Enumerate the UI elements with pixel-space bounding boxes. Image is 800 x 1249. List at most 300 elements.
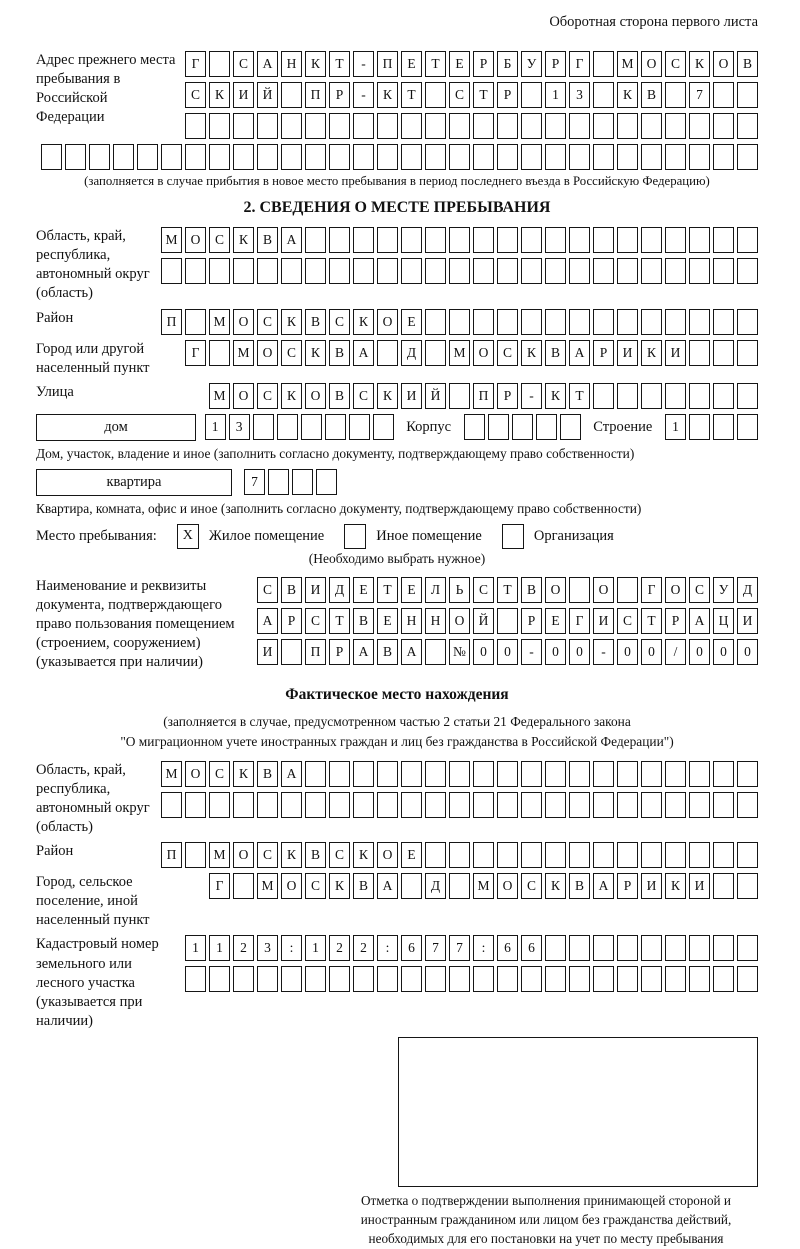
char-box[interactable]: 3 [569,82,590,108]
char-box[interactable]: Т [329,608,350,634]
char-box[interactable] [689,113,710,139]
char-box[interactable] [209,113,230,139]
char-box[interactable]: Й [425,383,446,409]
char-box[interactable]: Т [641,608,662,634]
char-box[interactable]: М [617,51,638,77]
char-box[interactable] [713,966,734,992]
char-box[interactable] [593,82,614,108]
char-box[interactable] [521,82,542,108]
char-box[interactable]: С [209,761,230,787]
char-box[interactable]: К [617,82,638,108]
char-box[interactable]: Г [569,608,590,634]
char-box[interactable] [377,340,398,366]
char-box[interactable] [329,761,350,787]
char-box[interactable] [425,761,446,787]
char-box[interactable]: М [257,873,278,899]
char-box[interactable] [521,227,542,253]
char-box[interactable]: В [257,227,278,253]
other-premises-checkbox[interactable] [344,524,366,549]
char-box[interactable] [353,113,374,139]
char-box[interactable]: О [497,873,518,899]
char-box[interactable] [545,113,566,139]
char-box[interactable] [521,966,542,992]
char-box[interactable]: К [689,51,710,77]
char-box[interactable] [689,792,710,818]
char-box[interactable]: С [449,82,470,108]
char-box[interactable] [641,761,662,787]
char-box[interactable]: В [569,873,590,899]
char-box[interactable] [569,113,590,139]
char-box[interactable] [512,414,533,440]
char-box[interactable]: 7 [689,82,710,108]
char-box[interactable]: О [377,309,398,335]
char-box[interactable] [377,144,398,170]
char-box[interactable] [569,144,590,170]
char-box[interactable] [641,144,662,170]
char-box[interactable] [617,842,638,868]
char-box[interactable]: Р [329,82,350,108]
char-box[interactable]: 0 [545,639,566,665]
char-box[interactable] [737,340,758,366]
char-box[interactable] [425,227,446,253]
char-box[interactable] [473,842,494,868]
char-box[interactable]: В [737,51,758,77]
char-box[interactable] [233,144,254,170]
char-box[interactable] [281,144,302,170]
char-box[interactable]: О [185,227,206,253]
char-box[interactable] [569,577,590,603]
char-box[interactable] [737,966,758,992]
char-box[interactable] [401,966,422,992]
char-box[interactable]: О [233,842,254,868]
char-box[interactable]: Д [737,577,758,603]
char-box[interactable]: Р [665,608,686,634]
char-box[interactable] [593,966,614,992]
char-box[interactable]: И [617,340,638,366]
char-box[interactable]: П [305,639,326,665]
char-box[interactable] [521,761,542,787]
char-box[interactable] [569,966,590,992]
char-box[interactable] [641,383,662,409]
char-box[interactable]: С [305,608,326,634]
char-box[interactable] [373,414,394,440]
char-box[interactable]: В [305,309,326,335]
char-box[interactable] [713,842,734,868]
char-box[interactable] [737,113,758,139]
char-box[interactable]: И [737,608,758,634]
char-box[interactable] [713,761,734,787]
char-box[interactable] [497,144,518,170]
char-box[interactable] [521,258,542,284]
char-box[interactable] [641,227,662,253]
char-box[interactable] [449,383,470,409]
char-box[interactable] [377,761,398,787]
char-box[interactable]: Р [281,608,302,634]
char-box[interactable] [713,82,734,108]
char-box[interactable]: Ь [449,577,470,603]
char-box[interactable] [569,258,590,284]
char-box[interactable] [349,414,370,440]
char-box[interactable]: 1 [209,935,230,961]
char-box[interactable] [425,82,446,108]
char-box[interactable] [593,227,614,253]
char-box[interactable]: - [593,639,614,665]
char-box[interactable] [521,113,542,139]
char-box[interactable] [473,792,494,818]
char-box[interactable] [473,761,494,787]
char-box[interactable]: 0 [473,639,494,665]
char-box[interactable] [689,258,710,284]
char-box[interactable]: О [665,577,686,603]
char-box[interactable]: К [281,309,302,335]
apartment-rect[interactable]: квартира [36,469,232,496]
char-box[interactable] [233,258,254,284]
char-box[interactable] [209,340,230,366]
char-box[interactable] [560,414,581,440]
char-box[interactable] [545,309,566,335]
char-box[interactable] [713,873,734,899]
char-box[interactable] [665,761,686,787]
char-box[interactable] [665,966,686,992]
char-box[interactable]: 0 [497,639,518,665]
char-box[interactable] [401,113,422,139]
char-box[interactable] [161,144,182,170]
char-box[interactable] [641,258,662,284]
char-box[interactable] [689,309,710,335]
char-box[interactable]: Л [425,577,446,603]
char-box[interactable]: К [545,383,566,409]
char-box[interactable]: 6 [497,935,518,961]
char-box[interactable]: О [281,873,302,899]
char-box[interactable] [617,935,638,961]
char-box[interactable] [353,258,374,284]
char-box[interactable]: О [545,577,566,603]
char-box[interactable] [593,792,614,818]
char-box[interactable]: И [665,340,686,366]
char-box[interactable] [497,966,518,992]
char-box[interactable] [497,113,518,139]
char-box[interactable]: Е [545,608,566,634]
char-box[interactable] [401,258,422,284]
char-box[interactable] [377,227,398,253]
char-box[interactable] [281,792,302,818]
char-box[interactable] [689,966,710,992]
char-box[interactable]: Е [401,51,422,77]
char-box[interactable]: К [281,383,302,409]
char-box[interactable]: А [281,761,302,787]
char-box[interactable] [617,309,638,335]
char-box[interactable] [473,113,494,139]
char-box[interactable]: С [329,309,350,335]
char-box[interactable] [305,258,326,284]
char-box[interactable] [281,113,302,139]
char-box[interactable] [425,340,446,366]
char-box[interactable]: 2 [329,935,350,961]
char-box[interactable] [449,761,470,787]
char-box[interactable] [545,792,566,818]
char-box[interactable] [569,792,590,818]
residential-checkbox[interactable]: X [177,524,199,549]
char-box[interactable]: Т [425,51,446,77]
char-box[interactable]: О [377,842,398,868]
char-box[interactable]: Д [329,577,350,603]
char-box[interactable] [305,227,326,253]
char-box[interactable]: К [353,842,374,868]
char-box[interactable]: 0 [617,639,638,665]
char-box[interactable] [401,792,422,818]
char-box[interactable] [329,966,350,992]
char-box[interactable]: С [497,340,518,366]
char-box[interactable] [305,113,326,139]
char-box[interactable] [521,144,542,170]
char-box[interactable] [593,761,614,787]
char-box[interactable]: О [233,383,254,409]
char-box[interactable] [449,309,470,335]
char-box[interactable]: Р [497,82,518,108]
char-box[interactable]: Г [569,51,590,77]
char-box[interactable] [689,414,710,440]
char-box[interactable] [497,792,518,818]
char-box[interactable] [665,227,686,253]
char-box[interactable]: Т [473,82,494,108]
char-box[interactable] [185,309,206,335]
char-box[interactable] [257,144,278,170]
char-box[interactable] [737,414,758,440]
char-box[interactable] [209,51,230,77]
char-box[interactable]: С [257,577,278,603]
char-box[interactable] [268,469,289,495]
char-box[interactable] [737,873,758,899]
char-box[interactable]: Р [521,608,542,634]
char-box[interactable] [473,258,494,284]
char-box[interactable] [353,792,374,818]
char-box[interactable]: К [233,227,254,253]
char-box[interactable] [617,113,638,139]
char-box[interactable] [497,227,518,253]
char-box[interactable]: Р [329,639,350,665]
char-box[interactable]: К [305,340,326,366]
char-box[interactable]: К [545,873,566,899]
char-box[interactable]: К [209,82,230,108]
char-box[interactable]: В [305,842,326,868]
char-box[interactable] [665,82,686,108]
char-box[interactable]: С [689,577,710,603]
char-box[interactable]: С [185,82,206,108]
char-box[interactable]: К [377,383,398,409]
char-box[interactable] [737,309,758,335]
char-box[interactable] [713,414,734,440]
char-box[interactable] [185,113,206,139]
char-box[interactable]: : [281,935,302,961]
char-box[interactable] [257,966,278,992]
char-box[interactable] [473,227,494,253]
char-box[interactable] [377,792,398,818]
char-box[interactable] [401,227,422,253]
char-box[interactable]: 1 [665,414,686,440]
char-box[interactable] [401,873,422,899]
char-box[interactable] [497,309,518,335]
char-box[interactable] [737,761,758,787]
char-box[interactable] [353,144,374,170]
char-box[interactable] [113,144,134,170]
char-box[interactable] [545,842,566,868]
char-box[interactable] [617,792,638,818]
char-box[interactable]: Й [473,608,494,634]
char-box[interactable] [641,842,662,868]
char-box[interactable] [185,258,206,284]
char-box[interactable] [425,966,446,992]
char-box[interactable]: У [521,51,542,77]
char-box[interactable] [305,966,326,992]
char-box[interactable]: А [377,873,398,899]
char-box[interactable]: М [233,340,254,366]
char-box[interactable]: С [305,873,326,899]
char-box[interactable] [353,761,374,787]
char-box[interactable]: С [233,51,254,77]
char-box[interactable] [593,383,614,409]
char-box[interactable]: Г [209,873,230,899]
char-box[interactable] [233,792,254,818]
char-box[interactable] [161,792,182,818]
char-box[interactable] [569,935,590,961]
char-box[interactable] [497,608,518,634]
char-box[interactable] [449,792,470,818]
organization-checkbox[interactable] [502,524,524,549]
char-box[interactable]: 7 [449,935,470,961]
char-box[interactable]: К [281,842,302,868]
char-box[interactable] [536,414,557,440]
char-box[interactable]: В [329,340,350,366]
char-box[interactable]: / [665,639,686,665]
char-box[interactable] [665,842,686,868]
char-box[interactable] [689,383,710,409]
char-box[interactable] [521,309,542,335]
char-box[interactable]: С [521,873,542,899]
char-box[interactable]: Й [257,82,278,108]
char-box[interactable]: № [449,639,470,665]
char-box[interactable]: М [473,873,494,899]
char-box[interactable]: 6 [521,935,542,961]
char-box[interactable]: Н [425,608,446,634]
char-box[interactable] [209,792,230,818]
char-box[interactable] [353,966,374,992]
char-box[interactable] [233,873,254,899]
char-box[interactable]: С [257,383,278,409]
char-box[interactable]: К [521,340,542,366]
char-box[interactable] [545,966,566,992]
char-box[interactable] [617,258,638,284]
char-box[interactable] [545,227,566,253]
char-box[interactable]: Г [641,577,662,603]
char-box[interactable] [665,383,686,409]
char-box[interactable]: О [233,309,254,335]
char-box[interactable] [545,258,566,284]
char-box[interactable] [277,414,298,440]
char-box[interactable] [641,966,662,992]
char-box[interactable] [329,227,350,253]
char-box[interactable] [209,966,230,992]
char-box[interactable] [713,340,734,366]
char-box[interactable]: С [257,309,278,335]
char-box[interactable]: Е [449,51,470,77]
char-box[interactable] [497,258,518,284]
char-box[interactable] [521,792,542,818]
char-box[interactable]: С [665,51,686,77]
char-box[interactable]: М [449,340,470,366]
char-box[interactable]: М [161,227,182,253]
char-box[interactable]: Б [497,51,518,77]
char-box[interactable] [305,144,326,170]
char-box[interactable]: А [257,51,278,77]
char-box[interactable]: И [593,608,614,634]
char-box[interactable]: 1 [205,414,226,440]
char-box[interactable]: Е [377,608,398,634]
char-box[interactable] [401,761,422,787]
house-rect[interactable]: дом [36,414,196,441]
char-box[interactable]: Е [401,577,422,603]
char-box[interactable] [545,935,566,961]
char-box[interactable]: И [641,873,662,899]
char-box[interactable] [521,842,542,868]
char-box[interactable] [737,383,758,409]
char-box[interactable]: 7 [244,469,265,495]
char-box[interactable]: В [257,761,278,787]
char-box[interactable] [737,144,758,170]
char-box[interactable]: Н [401,608,422,634]
char-box[interactable]: М [209,309,230,335]
char-box[interactable] [449,842,470,868]
char-box[interactable] [665,935,686,961]
char-box[interactable] [689,227,710,253]
char-box[interactable]: Г [185,340,206,366]
char-box[interactable] [305,761,326,787]
char-box[interactable] [737,842,758,868]
char-box[interactable]: К [233,761,254,787]
char-box[interactable] [713,792,734,818]
char-box[interactable] [377,113,398,139]
char-box[interactable]: С [257,842,278,868]
char-box[interactable] [316,469,337,495]
char-box[interactable]: У [713,577,734,603]
char-box[interactable] [209,258,230,284]
char-box[interactable]: 0 [641,639,662,665]
char-box[interactable] [41,144,62,170]
char-box[interactable] [617,577,638,603]
char-box[interactable] [425,639,446,665]
char-box[interactable]: 2 [233,935,254,961]
char-box[interactable] [737,227,758,253]
char-box[interactable]: С [353,383,374,409]
char-box[interactable] [641,792,662,818]
char-box[interactable] [713,227,734,253]
char-box[interactable]: М [209,383,230,409]
char-box[interactable]: С [209,227,230,253]
char-box[interactable]: Р [545,51,566,77]
char-box[interactable]: О [473,340,494,366]
char-box[interactable]: С [473,577,494,603]
char-box[interactable] [593,935,614,961]
char-box[interactable] [545,144,566,170]
char-box[interactable] [713,258,734,284]
char-box[interactable] [497,761,518,787]
char-box[interactable] [449,966,470,992]
char-box[interactable] [401,144,422,170]
char-box[interactable] [449,144,470,170]
char-box[interactable]: В [641,82,662,108]
char-box[interactable] [545,761,566,787]
char-box[interactable]: - [521,383,542,409]
char-box[interactable]: Р [497,383,518,409]
